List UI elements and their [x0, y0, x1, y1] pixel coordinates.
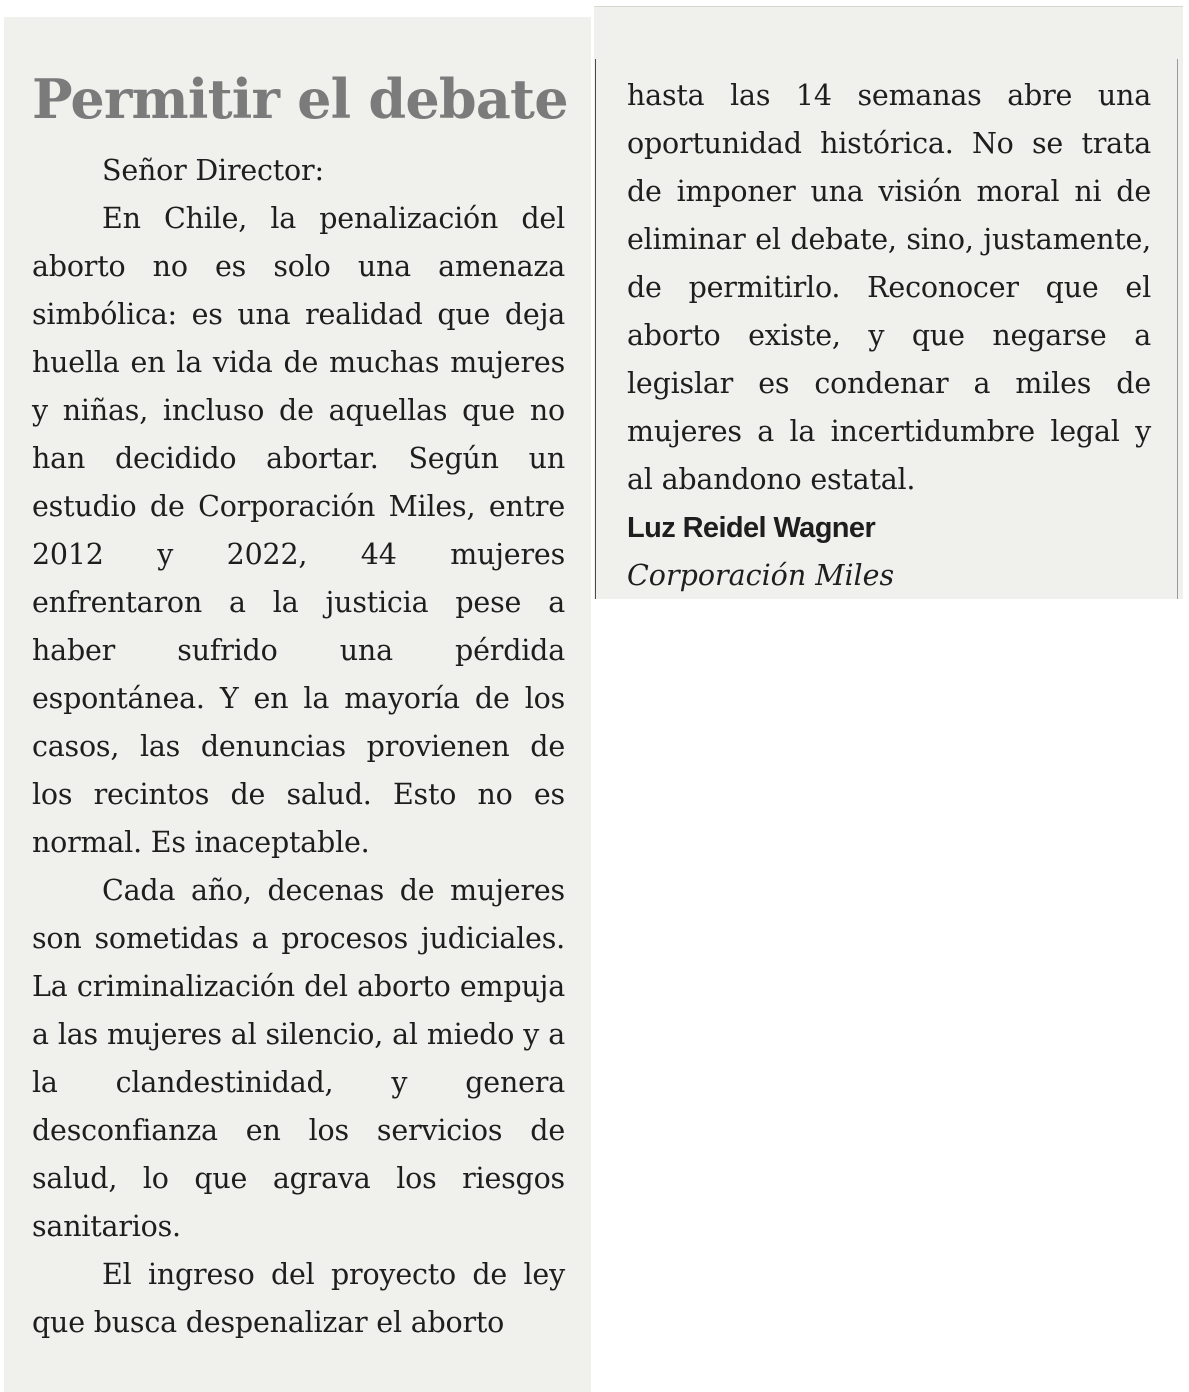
letter-paragraph-1: En Chile, la penalización del aborto no es solo una amenaza simbólica: es una realidad que deja huella en la vida de muchas mujeres y niñas, incluso de aquellas que no han decidido abortar. Según un estudio de Corporación Miles, entre 2012 y 2022, 44 mujeres enfrentaron a la justicia pese a haber sufrido una pérdida espontánea. Y en la mayoría de los casos, las denuncias provienen de los recintos de salud. Esto no es normal. Es inaceptable. [32, 202, 565, 859]
letter-paragraph-3-start: El ingreso del proyecto de ley que busca despenalizar el aborto [32, 1258, 565, 1339]
letter-paragraph-2: Cada año, decenas de mujeres son sometidas a procesos judiciales. La criminalización del aborto empuja a las mujeres al silencio, al miedo y a la clandestinidad, y genera desconfianza en los servicios de salud, lo que agrava los riesgos sanitarios. [32, 874, 565, 1243]
letter-column-right-panel [594, 6, 1183, 599]
letter-paragraph-3-continued: hasta las 14 semanas abre una oportunidad histórica. No se trata de imponer una visión moral ni de eliminar el debate, sino, justamente, de permitirlo. Reconocer que el aborto existe, y que negarse a legislar es condenar a miles de mujeres a la incertidumbre legal y al abandono estatal. [627, 79, 1151, 496]
letter-title: Permitir el debate [32, 67, 568, 131]
letter-salutation: Señor Director: [102, 154, 324, 187]
letter-column-right [595, 59, 1178, 599]
signature-organization: Corporación Miles [627, 559, 895, 592]
signature-name: Luz Reidel Wagner [627, 512, 876, 544]
letter-column-left [4, 17, 591, 1392]
